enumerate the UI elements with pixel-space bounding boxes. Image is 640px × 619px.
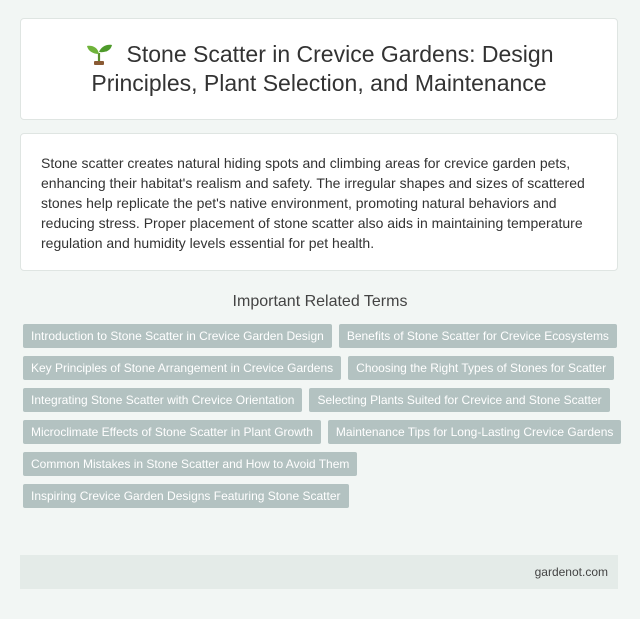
related-terms-list (23, 324, 623, 508)
title-card (20, 18, 618, 120)
page-title-text: Stone Scatter in Crevice Gardens: Design Principles, Plant Selection, and Maintenance (91, 41, 554, 96)
related-term-tag[interactable]: Microclimate Effects of Stone Scatter in Plant Growth (23, 420, 321, 444)
related-term-tag[interactable]: Choosing the Right Types of Stones for Scatter (348, 356, 614, 380)
related-term-tag[interactable]: Introduction to Stone Scatter in Crevice Garden Design (23, 324, 332, 348)
related-term-tag[interactable]: Integrating Stone Scatter with Crevice Orientation (23, 388, 302, 412)
related-term-tag[interactable]: Common Mistakes in Stone Scatter and How to Avoid Them (23, 452, 357, 476)
description-text: Stone scatter creates natural hiding spots and climbing areas for crevice garden pets, enhancing their habitat's realism and safety. The irregular shapes and sizes of scattered stones help replicate the pet's native environment, promoting natural behaviors and reducing stress. Proper placement of stone scatter also aids in maintaining temperature regulation and humidity levels essential for pet health. (41, 155, 585, 251)
related-terms-heading: Important Related Terms (232, 293, 408, 310)
related-term-tag[interactable]: Inspiring Crevice Garden Designs Featuring Stone Scatter (23, 484, 349, 508)
related-term-tag[interactable]: Selecting Plants Suited for Crevice and Stone Scatter (309, 388, 609, 412)
footer (20, 555, 618, 589)
related-term-tag[interactable]: Benefits of Stone Scatter for Crevice Ecosystems (339, 324, 617, 348)
footer-site-link[interactable]: gardenot.com (534, 565, 608, 579)
related-term-tag[interactable]: Key Principles of Stone Arrangement in Crevice Gardens (23, 356, 341, 380)
description-card (20, 133, 618, 271)
seedling-icon (85, 43, 113, 65)
page-title (59, 40, 579, 98)
related-term-tag[interactable]: Maintenance Tips for Long-Lasting Crevice Gardens (328, 420, 621, 444)
